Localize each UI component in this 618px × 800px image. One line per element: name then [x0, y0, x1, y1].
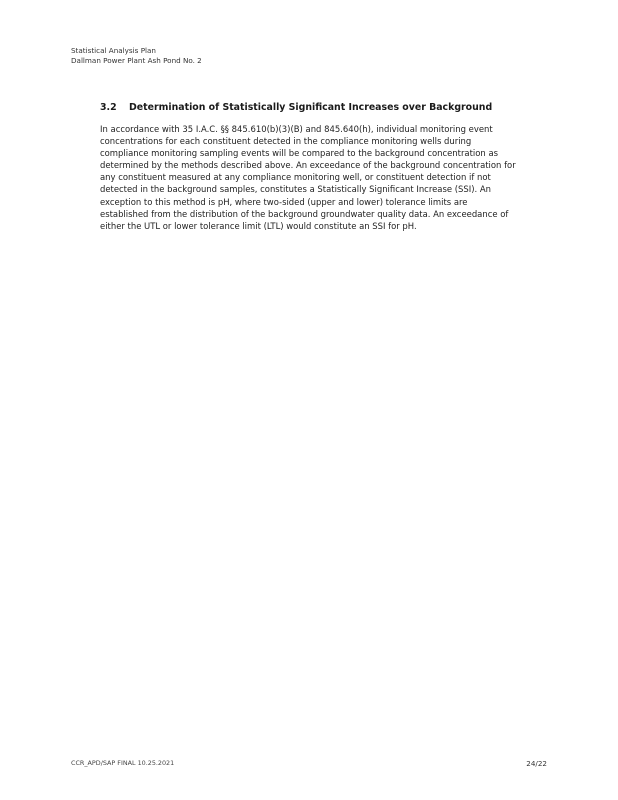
paragraph-line: either the UTL or lower tolerance limit (LTL) would constitute an SSI for pH. [100, 220, 417, 231]
paragraph-line: determined by the methods described above. An exceedance of the background concentration for [100, 160, 516, 171]
paragraph-line: detected in the background samples, constitutes a Statistically Significant Increase (SSI). An [100, 184, 492, 195]
paragraph-line: In accordance with 35 I.A.C. §§ 845.610(b)(3)(B) and 845.640(h), individual monitoring event [100, 124, 493, 134]
section-title: Determination of Statistically Significant Increases over Background [129, 102, 493, 113]
header-facility-name: Dallman Power Plant Ash Pond No. 2 [71, 55, 202, 65]
footer-document-id: CCR_APD/SAP FINAL 10.25.2021 [71, 759, 175, 767]
section-number: 3.2 [100, 102, 117, 113]
paragraph-line: established from the distribution of the background groundwater quality data. An exceedance of [100, 208, 509, 219]
section-paragraph [100, 123, 540, 232]
footer-page-number: 24/22 [526, 759, 547, 768]
running-header [71, 46, 202, 65]
paragraph-line: any constituent measured at any compliance monitoring well, or constituent detection if not [100, 172, 491, 183]
header-document-title: Statistical Analysis Plan [71, 46, 156, 55]
paragraph-line: concentrations for each constituent detected in the compliance monitoring wells during [100, 136, 472, 147]
paragraph-line: compliance monitoring sampling events will be compared to the background concentration as [100, 148, 499, 159]
section-heading [100, 102, 540, 114]
paragraph-line: exception to this method is pH, where two-sided (upper and lower) tolerance limits are [100, 196, 468, 207]
section-3-2 [100, 102, 540, 232]
